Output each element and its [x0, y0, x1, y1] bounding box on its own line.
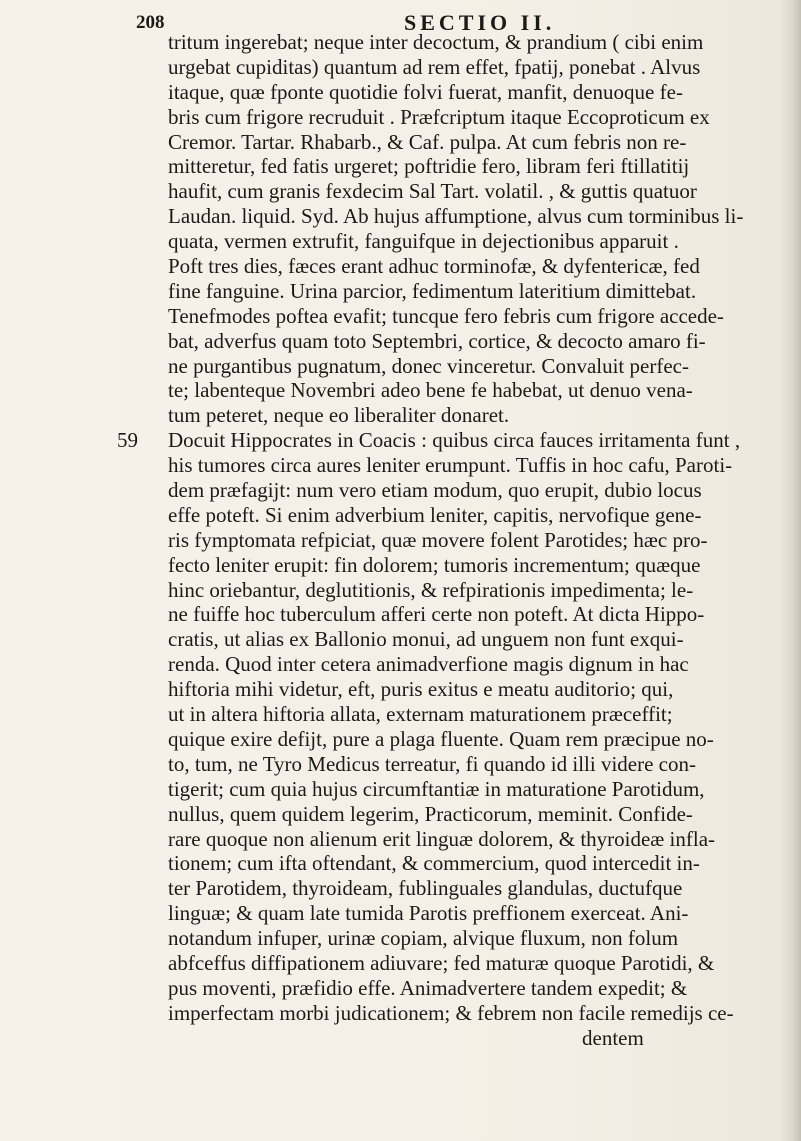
text-line: ris fymptomata refpiciat, quæ movere folent Parotides; hæc pro-: [168, 527, 708, 552]
text-line: urgebat cupiditas) quantum ad rem effet, fpatij, ponebat . Alvus: [168, 54, 701, 79]
text-line-content: Docuit Hippocrates in Coacis : quibus circa fauces irritamenta funt ,: [168, 428, 741, 453]
text-line: pus moventi, præfidio effe. Animadvertere tandem expedit; &: [168, 975, 688, 1000]
section-start-line: [118, 428, 778, 453]
text-line: mitteretur, fed fatis urgeret; poftridie fero, libram feri ftillatitij: [168, 154, 690, 179]
section-number: 59: [117, 428, 138, 453]
text-line: effe poteft. Si enim adverbium leniter, capitis, nervofique gene-: [168, 502, 702, 527]
text-line-last: dentem: [582, 1025, 644, 1050]
text-line: tionem; cum ifta oftendant, & commercium, quod intercedit in-: [168, 851, 700, 876]
text-line: tigerit; cum quia hujus circumftantiæ in maturatione Parotidum,: [168, 776, 705, 801]
text-line: abfceffus diffipationem adiuvare; fed maturæ quoque Parotidi, &: [168, 950, 715, 975]
text-line: renda. Quod inter cetera animadverfione magis dignum in hac: [168, 652, 689, 677]
text-line: hiftoria mihi videtur, eft, puris exitus e meatu auditorio; qui,: [168, 677, 674, 702]
text-line: Laudan. liquid. Syd. Ab hujus affumptione, alvus cum torminibus li-: [168, 204, 744, 229]
text-line: quique exire defijt, pure a plaga fluente. Quam rem præcipue no-: [168, 726, 714, 751]
text-line: linguæ; & quam late tumida Parotis preffionem exerceat. Ani-: [168, 901, 689, 926]
text-line: haufit, cum granis fexdecim Sal Tart. volatil. , & guttis quatuor: [168, 179, 697, 204]
text-line: dem præfagijt: num vero etiam modum, quo erupit, dubio locus: [168, 478, 702, 503]
text-line: rare quoque non alienum erit linguæ dolorem, & thyroideæ infla-: [168, 826, 716, 851]
text-line: itaque, quæ fponte quotidie folvi fuerat, manfit, denuoque fe-: [168, 79, 683, 104]
text-line: nullus, quem quidem legerim, Practicorum, meminit. Confide-: [168, 801, 693, 826]
text-line: tum peteret, neque eo liberaliter donaret.: [168, 403, 510, 428]
text-line: bat, adverfus quam toto Septembri, cortice, & decocto amaro fi-: [168, 328, 706, 353]
body-text: [118, 30, 778, 1051]
text-line: ne fuiffe hoc tuberculum afferi certe non poteft. At dicta Hippo-: [168, 602, 705, 627]
text-line: cratis, ut alias ex Ballonio monui, ad unguem non funt exqui-: [168, 627, 684, 652]
text-line: fine fanguine. Urina parcior, fedimentum lateritium dimittebat.: [168, 278, 697, 303]
page-number: 208: [136, 12, 165, 33]
text-line: notandum infuper, urinæ copiam, alvique fluxum, non folum: [168, 926, 679, 951]
text-line: tritum ingerebat; neque inter decoctum, & prandium ( cibi enim: [168, 30, 704, 54]
text-line: te; labenteque Novembri adeo bene fe habebat, ut denuo vena-: [168, 378, 693, 403]
text-line: his tumores circa aures leniter erumpunt. Tuffis in hoc cafu, Paroti-: [168, 453, 733, 478]
text-line: ut in altera hiftoria allata, externam maturationem præceffit;: [168, 702, 673, 727]
text-line: bris cum frigore recruduit . Præfcriptum itaque Eccoproticum ex: [168, 104, 710, 129]
text-line: ne purgantibus pugnatum, donec vinceretur. Convaluit perfec-: [168, 353, 689, 378]
running-head: SECTIO II.: [404, 10, 556, 35]
text-line: Poft tres dies, fæces erant adhuc torminofæ, & dyfentericæ, fed: [168, 254, 700, 279]
text-line: imperfectam morbi judicationem; & febrem non facile remedijs ce-: [168, 1000, 734, 1025]
text-line: to, tum, ne Tyro Medicus terreatur, fi quando id illi videre con-: [168, 751, 696, 776]
text-line: hinc oriebantur, deglutitionis, & refpirationis impedimenta; le-: [168, 577, 694, 602]
text-line: ter Parotidem, thyroideam, fublinguales glandulas, ductufque: [168, 876, 683, 901]
text-line: fecto leniter erupit: fin dolorem; tumoris incrementum; quæque: [168, 552, 701, 577]
text-line: quata, vermen extrufit, fanguifque in dejectionibus apparuit .: [168, 229, 679, 254]
page-gutter-shadow: [779, 0, 801, 1141]
text-line: Tenefmodes poftea evafit; tuncque fero febris cum frigore accede-: [168, 303, 724, 328]
text-line: Cremor. Tartar. Rhabarb., & Caf. pulpa. At cum febris non re-: [168, 129, 687, 154]
